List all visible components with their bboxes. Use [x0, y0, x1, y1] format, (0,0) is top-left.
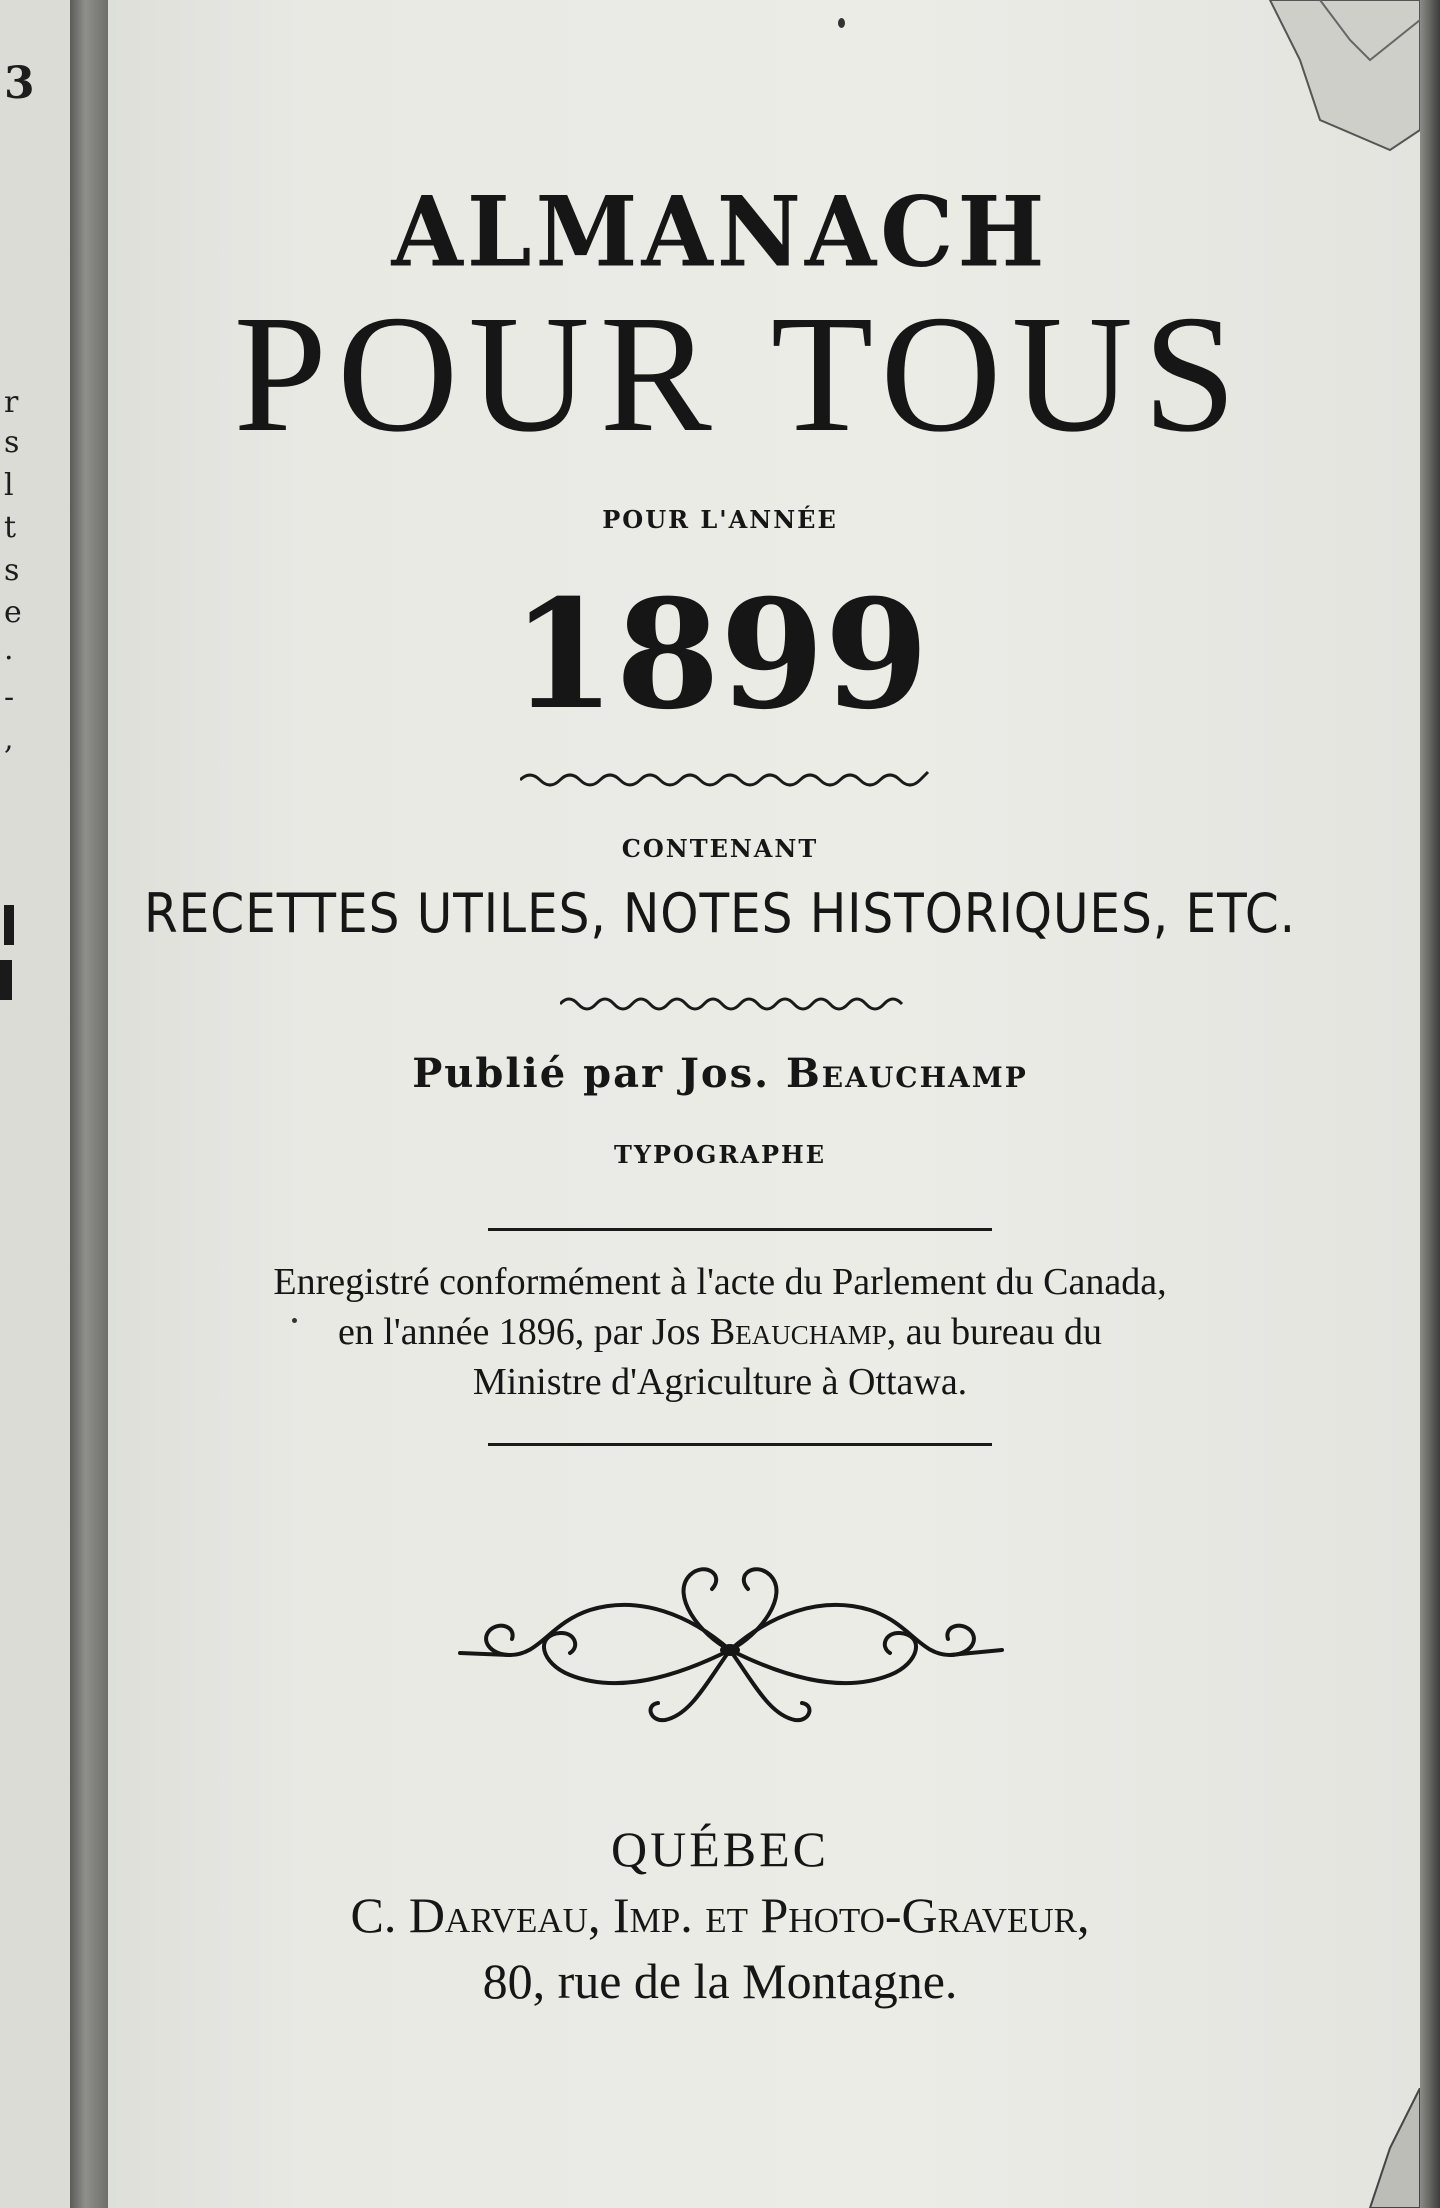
- neighbour-fragment: l: [4, 468, 14, 503]
- torn-corner-top-right: [1260, 0, 1420, 160]
- neighbour-mark: [0, 960, 12, 1000]
- printer-comma: ,: [587, 1887, 601, 1943]
- neighbour-fragment: 3: [4, 58, 35, 109]
- ink-speck: [292, 1318, 297, 1323]
- rule-top: [488, 1228, 992, 1231]
- publisher-trade: TYPOGRAPHE: [613, 1140, 827, 1169]
- copyright-notice: [0, 1257, 1440, 1407]
- curled-corner-bottom-right: [1360, 2088, 1420, 2208]
- printer-trade: Photo-Graveur: [760, 1887, 1078, 1943]
- publisher-line: [0, 1050, 1440, 1097]
- rule-bottom: [488, 1443, 992, 1446]
- neighbour-fragment: ,: [4, 722, 14, 757]
- neighbour-fragment: t: [4, 510, 17, 545]
- title-almanach: ALMANACH: [391, 175, 1049, 289]
- neighbour-fragment: -: [4, 680, 15, 715]
- publisher-name: Beauchamp: [785, 1050, 1028, 1097]
- imprint-printer: [0, 1886, 1440, 1944]
- neighbour-mark: [4, 905, 14, 945]
- neighbour-fragment: r: [4, 385, 19, 420]
- wavy-divider-top: [520, 768, 930, 792]
- printer-imp: Imp.: [612, 1887, 693, 1943]
- notice-line-1: Enregistré conformément à l'acte du Parlement du Canada,: [273, 1261, 1167, 1303]
- notice-line-2-start: en l'année 1896, par Jos: [337, 1311, 701, 1353]
- printer-trade-comma: ,: [1077, 1887, 1090, 1943]
- imprint-address: 80, rue de la Montagne.: [482, 1953, 958, 2009]
- year: 1899: [511, 567, 929, 743]
- imprint-city: QUÉBEC: [611, 1821, 829, 1877]
- contents-label: CONTENANT: [621, 834, 819, 863]
- notice-line-2-end: , au bureau du: [886, 1311, 1103, 1353]
- notice-registrant-name: Beauchamp: [709, 1311, 887, 1353]
- neighbour-fragment: s: [4, 425, 20, 460]
- ink-speck: [838, 18, 845, 28]
- title-pour-tous: POUR TOUS: [233, 281, 1247, 467]
- neighbour-fragment: s: [4, 553, 20, 588]
- publisher-prefix: Publié par Jos.: [412, 1050, 771, 1097]
- notice-line-3: Ministre d'Agriculture à Ottawa.: [472, 1361, 968, 1403]
- year-prefix: POUR L'ANNÉE: [602, 505, 838, 534]
- printer-initial: C.: [350, 1887, 397, 1943]
- notice-line-2: [0, 1307, 1440, 1357]
- contents-description: RECETTES UTILES, NOTES HISTORIQUES, ETC.: [143, 882, 1297, 945]
- printer-name: Darveau: [408, 1887, 588, 1943]
- flourish-ornament: [450, 1555, 1010, 1735]
- neighbour-fragment: .: [4, 632, 14, 667]
- neighbour-fragment: e: [4, 595, 22, 630]
- wavy-divider-middle: [560, 992, 910, 1016]
- printer-et: et: [705, 1887, 748, 1943]
